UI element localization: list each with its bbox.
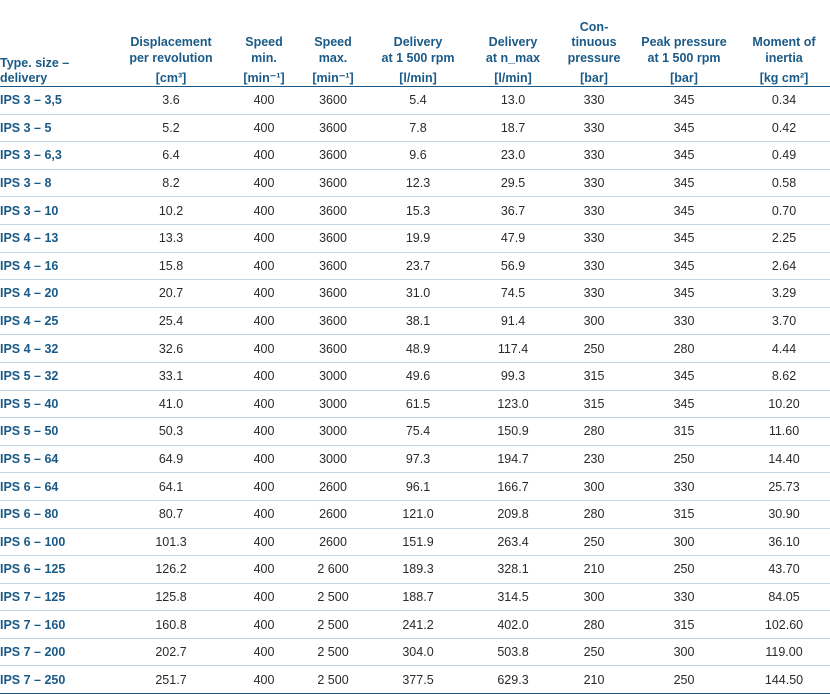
cell-continuous_pressure: 250 [558,335,630,363]
table-row [0,280,830,308]
cell-delivery_1500: 15.3 [368,197,468,225]
cell-speed_max: 3600 [298,197,368,225]
cell-continuous_pressure: 280 [558,500,630,528]
table-row [0,169,830,197]
cell-displacement: 5.2 [112,114,230,142]
column-header-speed-min: Speed min. [min⁻¹] [230,0,298,87]
cell-moment_of_inertia: 144.50 [738,666,830,694]
table-row [0,335,830,363]
cell-delivery_1500: 377.5 [368,666,468,694]
cell-delivery_1500: 9.6 [368,142,468,170]
cell-delivery_1500: 304.0 [368,638,468,666]
cell-continuous_pressure: 330 [558,169,630,197]
cell-delivery_nmax: 123.0 [468,390,558,418]
cell-delivery_nmax: 18.7 [468,114,558,142]
cell-speed_min: 400 [230,500,298,528]
column-header-delivery-1500: Delivery at 1 500 rpm [l/min] [368,0,468,87]
cell-peak_pressure: 345 [630,252,738,280]
table-row [0,114,830,142]
cell-moment_of_inertia: 2.25 [738,224,830,252]
cell-speed_max: 3600 [298,280,368,308]
cell-delivery_nmax: 36.7 [468,197,558,225]
column-header-moment-of-inertia: Moment of inertia [kg cm²] [738,0,830,87]
cell-displacement: 8.2 [112,169,230,197]
cell-delivery_nmax: 150.9 [468,418,558,446]
cell-peak_pressure: 280 [630,335,738,363]
cell-moment_of_inertia: 0.34 [738,87,830,115]
unit-delivery-nmax: [l/min] [494,70,532,85]
cell-speed_min: 400 [230,252,298,280]
cell-displacement: 41.0 [112,390,230,418]
cell-delivery_1500: 38.1 [368,307,468,335]
cell-continuous_pressure: 330 [558,197,630,225]
cell-displacement: 64.1 [112,473,230,501]
cell-peak_pressure: 250 [630,666,738,694]
table-row [0,583,830,611]
table-row [0,307,830,335]
cell-type: IPS 7 – 125 [0,583,112,611]
cell-continuous_pressure: 330 [558,280,630,308]
cell-speed_min: 400 [230,280,298,308]
cell-type: IPS 6 – 100 [0,528,112,556]
unit-delivery-1500: [l/min] [399,70,437,85]
cell-type: IPS 3 – 6,3 [0,142,112,170]
cell-delivery_nmax: 629.3 [468,666,558,694]
cell-speed_max: 2 500 [298,666,368,694]
column-header-speed-max: Speed max. [min⁻¹] [298,0,368,87]
cell-delivery_1500: 151.9 [368,528,468,556]
cell-displacement: 126.2 [112,556,230,584]
unit-displacement: [cm³] [155,70,187,85]
table-row [0,390,830,418]
unit-speed-min: [min⁻¹] [243,70,285,85]
cell-delivery_nmax: 13.0 [468,87,558,115]
cell-continuous_pressure: 250 [558,528,630,556]
cell-moment_of_inertia: 3.70 [738,307,830,335]
cell-speed_max: 3600 [298,142,368,170]
cell-speed_max: 2600 [298,473,368,501]
cell-speed_min: 400 [230,224,298,252]
cell-peak_pressure: 250 [630,556,738,584]
cell-continuous_pressure: 330 [558,252,630,280]
cell-speed_max: 3600 [298,87,368,115]
cell-delivery_1500: 48.9 [368,335,468,363]
cell-delivery_1500: 49.6 [368,362,468,390]
cell-delivery_1500: 189.3 [368,556,468,584]
cell-delivery_nmax: 117.4 [468,335,558,363]
cell-speed_max: 2600 [298,528,368,556]
cell-displacement: 10.2 [112,197,230,225]
column-header-continuous-pressure: Con- tinuous pressure [bar] [558,0,630,87]
cell-continuous_pressure: 300 [558,473,630,501]
cell-delivery_1500: 97.3 [368,445,468,473]
cell-type: IPS 3 – 3,5 [0,87,112,115]
cell-type: IPS 3 – 10 [0,197,112,225]
cell-peak_pressure: 330 [630,583,738,611]
cell-peak_pressure: 345 [630,224,738,252]
cell-displacement: 202.7 [112,638,230,666]
unit-continuous-pressure: [bar] [580,70,608,85]
cell-moment_of_inertia: 2.64 [738,252,830,280]
cell-peak_pressure: 315 [630,500,738,528]
cell-delivery_1500: 188.7 [368,583,468,611]
cell-delivery_1500: 23.7 [368,252,468,280]
cell-type: IPS 5 – 64 [0,445,112,473]
cell-peak_pressure: 345 [630,87,738,115]
table-row [0,362,830,390]
cell-delivery_nmax: 29.5 [468,169,558,197]
unit-moment-of-inertia: [kg cm²] [759,70,809,85]
cell-displacement: 20.7 [112,280,230,308]
column-header-type: Type. size – delivery [0,0,112,87]
cell-speed_min: 400 [230,611,298,639]
cell-moment_of_inertia: 0.42 [738,114,830,142]
cell-displacement: 50.3 [112,418,230,446]
table-header [0,0,830,87]
cell-continuous_pressure: 250 [558,638,630,666]
table-row [0,197,830,225]
cell-speed_min: 400 [230,583,298,611]
cell-type: IPS 5 – 50 [0,418,112,446]
cell-moment_of_inertia: 84.05 [738,583,830,611]
cell-peak_pressure: 315 [630,418,738,446]
cell-delivery_nmax: 91.4 [468,307,558,335]
cell-speed_min: 400 [230,445,298,473]
cell-speed_min: 400 [230,307,298,335]
cell-speed_max: 3000 [298,445,368,473]
cell-type: IPS 5 – 32 [0,362,112,390]
cell-delivery_nmax: 503.8 [468,638,558,666]
cell-displacement: 101.3 [112,528,230,556]
table-body [0,87,830,694]
cell-moment_of_inertia: 0.58 [738,169,830,197]
cell-speed_min: 400 [230,556,298,584]
cell-moment_of_inertia: 11.60 [738,418,830,446]
column-header-displacement: Displacement per revolution [cm³] [112,0,230,87]
cell-moment_of_inertia: 3.29 [738,280,830,308]
cell-displacement: 160.8 [112,611,230,639]
cell-speed_max: 3000 [298,362,368,390]
cell-speed_min: 400 [230,169,298,197]
cell-moment_of_inertia: 10.20 [738,390,830,418]
unit-speed-max: [min⁻¹] [312,70,354,85]
cell-speed_min: 400 [230,142,298,170]
cell-displacement: 251.7 [112,666,230,694]
table-row [0,638,830,666]
cell-displacement: 33.1 [112,362,230,390]
table-row [0,556,830,584]
table-row [0,142,830,170]
cell-speed_min: 400 [230,114,298,142]
cell-delivery_nmax: 328.1 [468,556,558,584]
cell-delivery_1500: 12.3 [368,169,468,197]
table-row [0,666,830,694]
cell-speed_max: 3600 [298,224,368,252]
cell-speed_min: 400 [230,528,298,556]
table-row [0,418,830,446]
cell-delivery_nmax: 166.7 [468,473,558,501]
cell-continuous_pressure: 330 [558,114,630,142]
cell-speed_min: 400 [230,473,298,501]
cell-delivery_1500: 5.4 [368,87,468,115]
cell-moment_of_inertia: 119.00 [738,638,830,666]
cell-displacement: 15.8 [112,252,230,280]
cell-displacement: 6.4 [112,142,230,170]
cell-moment_of_inertia: 25.73 [738,473,830,501]
column-header-delivery-nmax: Delivery at n_max [l/min] [468,0,558,87]
cell-type: IPS 3 – 8 [0,169,112,197]
cell-delivery_nmax: 263.4 [468,528,558,556]
cell-peak_pressure: 345 [630,362,738,390]
cell-peak_pressure: 250 [630,445,738,473]
cell-moment_of_inertia: 0.70 [738,197,830,225]
cell-displacement: 64.9 [112,445,230,473]
cell-type: IPS 6 – 125 [0,556,112,584]
table-row [0,252,830,280]
cell-peak_pressure: 345 [630,390,738,418]
cell-delivery_1500: 75.4 [368,418,468,446]
cell-delivery_1500: 121.0 [368,500,468,528]
cell-peak_pressure: 345 [630,197,738,225]
cell-delivery_1500: 61.5 [368,390,468,418]
cell-moment_of_inertia: 43.70 [738,556,830,584]
cell-delivery_1500: 96.1 [368,473,468,501]
cell-peak_pressure: 345 [630,280,738,308]
cell-speed_max: 3600 [298,169,368,197]
cell-type: IPS 6 – 64 [0,473,112,501]
cell-speed_min: 400 [230,666,298,694]
cell-speed_min: 400 [230,638,298,666]
cell-delivery_1500: 7.8 [368,114,468,142]
cell-delivery_nmax: 194.7 [468,445,558,473]
cell-moment_of_inertia: 0.49 [738,142,830,170]
table-row [0,224,830,252]
cell-speed_min: 400 [230,418,298,446]
cell-continuous_pressure: 300 [558,307,630,335]
cell-speed_max: 3600 [298,252,368,280]
cell-type: IPS 4 – 16 [0,252,112,280]
cell-displacement: 125.8 [112,583,230,611]
table-row [0,528,830,556]
cell-speed_min: 400 [230,87,298,115]
cell-type: IPS 7 – 200 [0,638,112,666]
cell-type: IPS 6 – 80 [0,500,112,528]
cell-speed_max: 2 500 [298,611,368,639]
cell-peak_pressure: 300 [630,528,738,556]
cell-type: IPS 7 – 160 [0,611,112,639]
cell-type: IPS 4 – 32 [0,335,112,363]
cell-type: IPS 4 – 13 [0,224,112,252]
cell-delivery_1500: 31.0 [368,280,468,308]
cell-speed_min: 400 [230,362,298,390]
cell-speed_max: 3600 [298,307,368,335]
cell-moment_of_inertia: 36.10 [738,528,830,556]
cell-moment_of_inertia: 8.62 [738,362,830,390]
cell-speed_max: 2 600 [298,556,368,584]
cell-continuous_pressure: 300 [558,583,630,611]
cell-peak_pressure: 330 [630,473,738,501]
cell-peak_pressure: 345 [630,142,738,170]
cell-displacement: 32.6 [112,335,230,363]
cell-speed_max: 2600 [298,500,368,528]
cell-speed_max: 2 500 [298,583,368,611]
cell-speed_max: 3000 [298,390,368,418]
cell-continuous_pressure: 315 [558,390,630,418]
cell-displacement: 3.6 [112,87,230,115]
cell-delivery_1500: 19.9 [368,224,468,252]
cell-peak_pressure: 300 [630,638,738,666]
cell-moment_of_inertia: 14.40 [738,445,830,473]
cell-continuous_pressure: 280 [558,418,630,446]
cell-peak_pressure: 315 [630,611,738,639]
cell-moment_of_inertia: 30.90 [738,500,830,528]
cell-peak_pressure: 345 [630,169,738,197]
cell-delivery_nmax: 314.5 [468,583,558,611]
cell-delivery_nmax: 47.9 [468,224,558,252]
cell-delivery_nmax: 23.0 [468,142,558,170]
cell-type: IPS 4 – 20 [0,280,112,308]
cell-delivery_1500: 241.2 [368,611,468,639]
cell-peak_pressure: 330 [630,307,738,335]
cell-peak_pressure: 345 [630,114,738,142]
cell-type: IPS 5 – 40 [0,390,112,418]
cell-continuous_pressure: 230 [558,445,630,473]
cell-moment_of_inertia: 4.44 [738,335,830,363]
cell-displacement: 80.7 [112,500,230,528]
cell-continuous_pressure: 330 [558,142,630,170]
cell-type: IPS 7 – 250 [0,666,112,694]
column-header-peak-pressure: Peak pressure at 1 500 rpm [bar] [630,0,738,87]
cell-continuous_pressure: 315 [558,362,630,390]
cell-speed_max: 3600 [298,114,368,142]
cell-speed_max: 3600 [298,335,368,363]
cell-speed_max: 3000 [298,418,368,446]
cell-delivery_nmax: 74.5 [468,280,558,308]
table-row [0,445,830,473]
cell-type: IPS 3 – 5 [0,114,112,142]
cell-delivery_nmax: 209.8 [468,500,558,528]
cell-continuous_pressure: 330 [558,87,630,115]
cell-continuous_pressure: 330 [558,224,630,252]
unit-peak-pressure: [bar] [670,70,698,85]
table-row [0,500,830,528]
cell-continuous_pressure: 210 [558,556,630,584]
table-row [0,473,830,501]
cell-speed_min: 400 [230,335,298,363]
cell-delivery_nmax: 402.0 [468,611,558,639]
cell-moment_of_inertia: 102.60 [738,611,830,639]
cell-delivery_nmax: 56.9 [468,252,558,280]
table-row [0,611,830,639]
cell-displacement: 25.4 [112,307,230,335]
cell-speed_min: 400 [230,197,298,225]
table-row [0,87,830,115]
cell-type: IPS 4 – 25 [0,307,112,335]
cell-speed_min: 400 [230,390,298,418]
cell-speed_max: 2 500 [298,638,368,666]
cell-displacement: 13.3 [112,224,230,252]
cell-continuous_pressure: 210 [558,666,630,694]
cell-continuous_pressure: 280 [558,611,630,639]
cell-delivery_nmax: 99.3 [468,362,558,390]
